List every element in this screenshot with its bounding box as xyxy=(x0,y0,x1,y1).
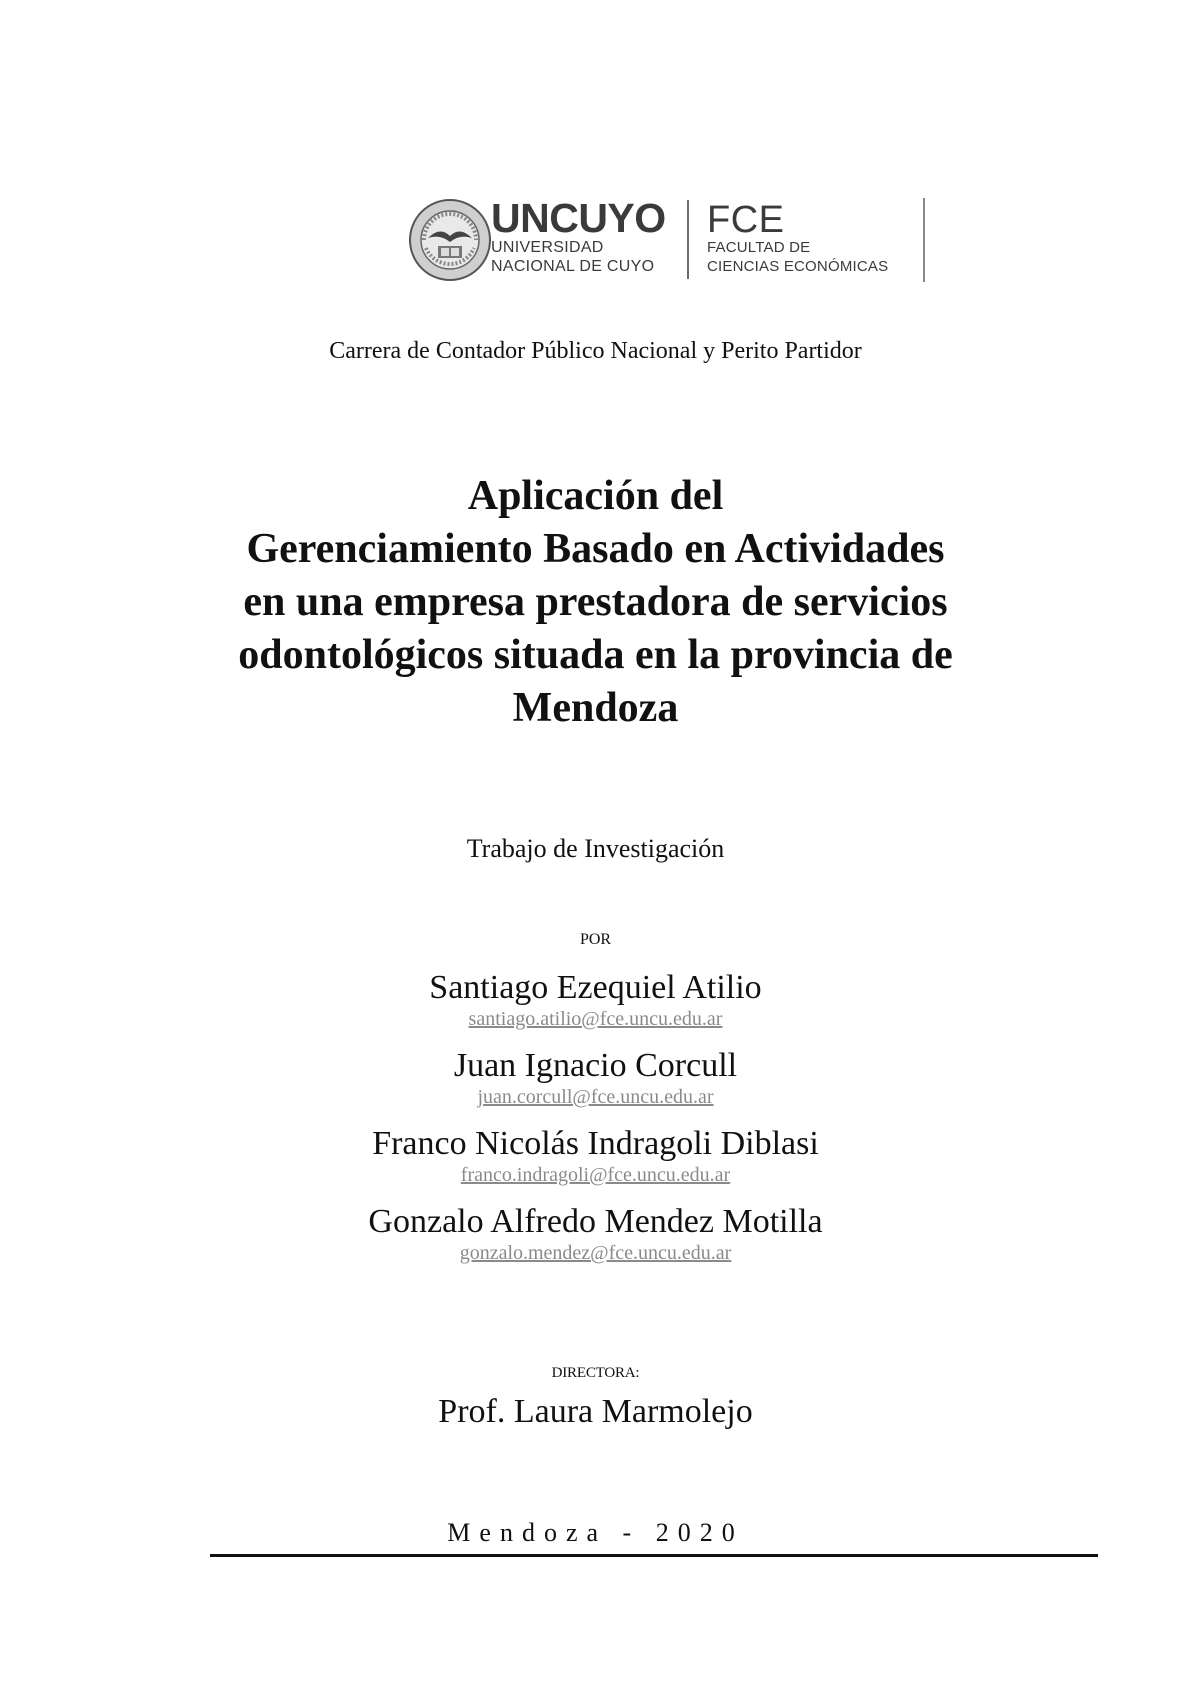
director-label: DIRECTORA: xyxy=(551,1365,640,1381)
place-and-year: Mendoza - 2020 xyxy=(447,1518,744,1547)
author-email-link[interactable]: santiago.atilio@fce.uncu.edu.ar xyxy=(468,1008,723,1030)
author-name: Santiago Ezequiel Atilio xyxy=(429,969,762,1006)
author-email-link[interactable]: franco.indragoli@fce.uncu.edu.ar xyxy=(460,1164,731,1186)
title-line: en una empresa prestadora de servicios xyxy=(243,579,948,625)
by-label: POR xyxy=(579,931,612,948)
footer-rule xyxy=(210,1554,1098,1557)
logo-divider xyxy=(687,200,689,279)
logo-right-divider xyxy=(923,198,925,282)
university-logo-text xyxy=(491,195,666,276)
faculty-name-line2: CIENCIAS ECONÓMICAS xyxy=(707,258,889,275)
author-email-link[interactable]: gonzalo.mendez@fce.uncu.edu.ar xyxy=(459,1242,732,1264)
title-line: odontológicos situada en la provincia de xyxy=(238,632,953,678)
authors-list xyxy=(0,970,1191,1282)
document-type: Trabajo de Investigación xyxy=(466,834,725,863)
title-line: Gerenciamiento Basado en Actividades xyxy=(246,526,945,572)
title-line: Aplicación del xyxy=(467,473,724,519)
author-name: Gonzalo Alfredo Mendez Motilla xyxy=(368,1203,823,1240)
university-name-line1: UNIVERSIDAD xyxy=(491,239,604,256)
university-name-line2: NACIONAL DE CUYO xyxy=(491,258,655,275)
career-name: Carrera de Contador Público Nacional y Perito Partidor xyxy=(329,338,862,364)
university-seal-icon xyxy=(408,198,492,282)
university-short-name: UNCUYO xyxy=(491,195,666,241)
title-line: Mendoza xyxy=(512,685,679,731)
faculty-short-name: FCE xyxy=(707,199,785,241)
author-name: Franco Nicolás Indragoli Diblasi xyxy=(372,1125,819,1162)
author-email-link[interactable]: juan.corcull@fce.uncu.edu.ar xyxy=(477,1086,714,1108)
document-title xyxy=(0,470,1191,735)
author-name: Juan Ignacio Corcull xyxy=(453,1047,738,1084)
faculty-name-line1: FACULTAD DE xyxy=(707,239,811,256)
director-name: Prof. Laura Marmolejo xyxy=(438,1393,753,1430)
faculty-logo-text xyxy=(707,199,889,276)
